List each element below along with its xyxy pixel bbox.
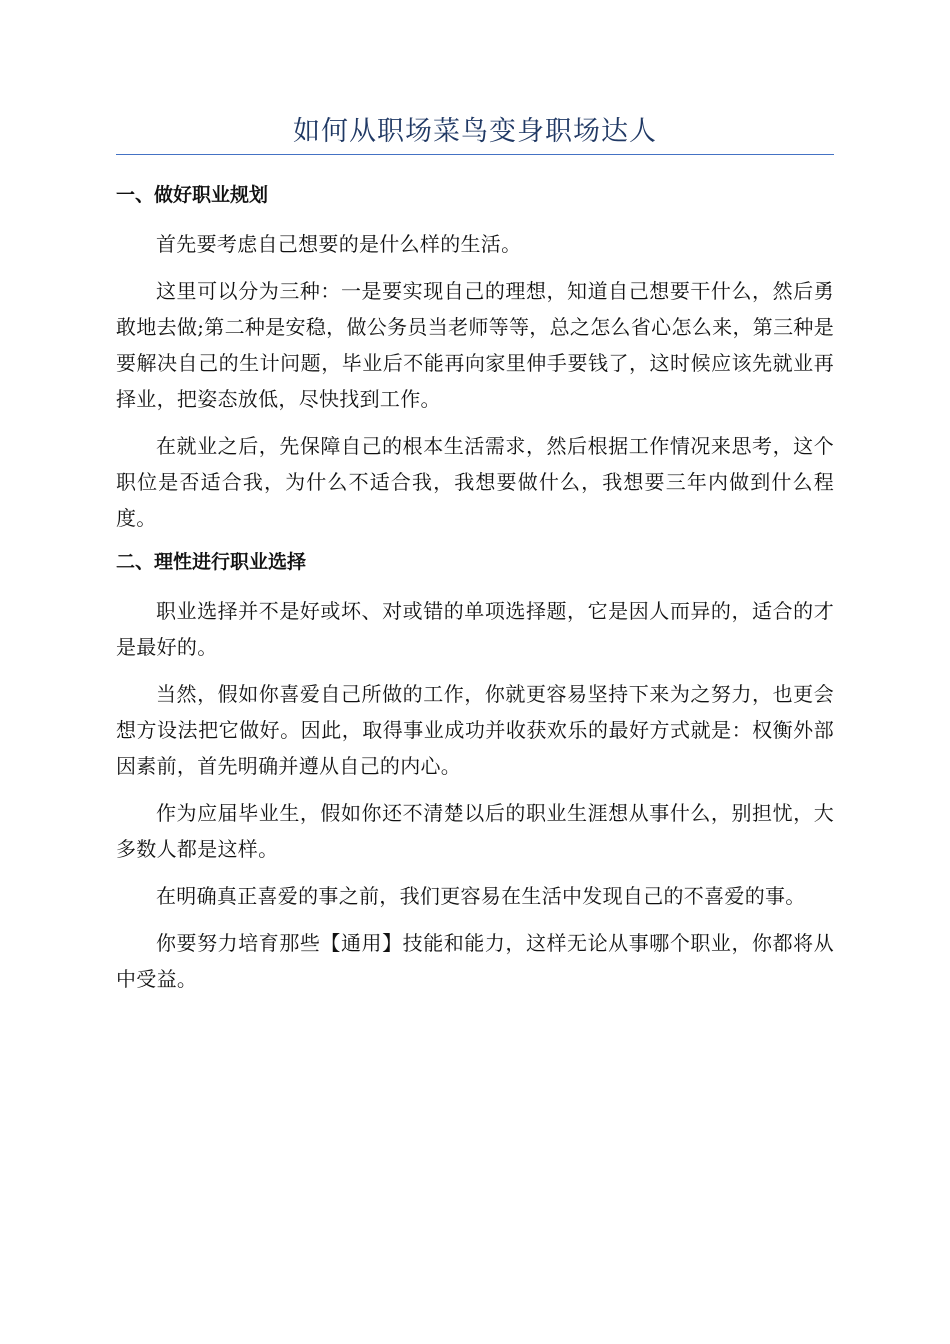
section-heading-1: 一、做好职业规划	[116, 184, 269, 206]
paragraph: 在明确真正喜爱的事之前，我们更容易在生活中发现自己的不喜爱的事。	[156, 884, 806, 908]
document-body	[116, 180, 834, 997]
paragraph: 当然，假如你喜爱自己所做的工作，你就更容易坚持下来为之努力，也更会想方设法把它做好。因此，取得事业成功并收获欢乐的最好方式就是：权衡外部因素前，首先明确并遵从自己的内心。	[116, 682, 834, 778]
paragraph: 这里可以分为三种：一是要实现自己的理想，知道自己想要干什么，然后勇敢地去做;第二种是安稳，做公务员当老师等等，总之怎么省心怎么来，第三种是要解决自己的生计问题，毕业后不能再向家里伸手要钱了，这时候应该先就业再择业，把姿态放低，尽快找到工作。	[116, 279, 834, 411]
paragraph: 你要努力培育那些【通用】技能和能力，这样无论从事哪个职业，你都将从中受益。	[116, 931, 834, 991]
document-title: 如何从职场菜鸟变身职场达人	[293, 116, 657, 147]
paragraph: 职业选择并不是好或坏、对或错的单项选择题，它是因人而异的，适合的才是最好的。	[116, 599, 834, 659]
paragraph: 作为应届毕业生，假如你还不清楚以后的职业生涯想从事什么，别担忧，大多数人都是这样。	[116, 801, 834, 861]
paragraph: 在就业之后，先保障自己的根本生活需求，然后根据工作情况来思考，这个职位是否适合我，为什么不适合我，我想要做什么，我想要三年内做到什么程度。	[116, 434, 834, 530]
title-underline	[116, 154, 834, 155]
paragraph: 首先要考虑自己想要的是什么样的生活。	[156, 232, 522, 256]
section-heading-2: 二、理性进行职业选择	[116, 551, 307, 573]
